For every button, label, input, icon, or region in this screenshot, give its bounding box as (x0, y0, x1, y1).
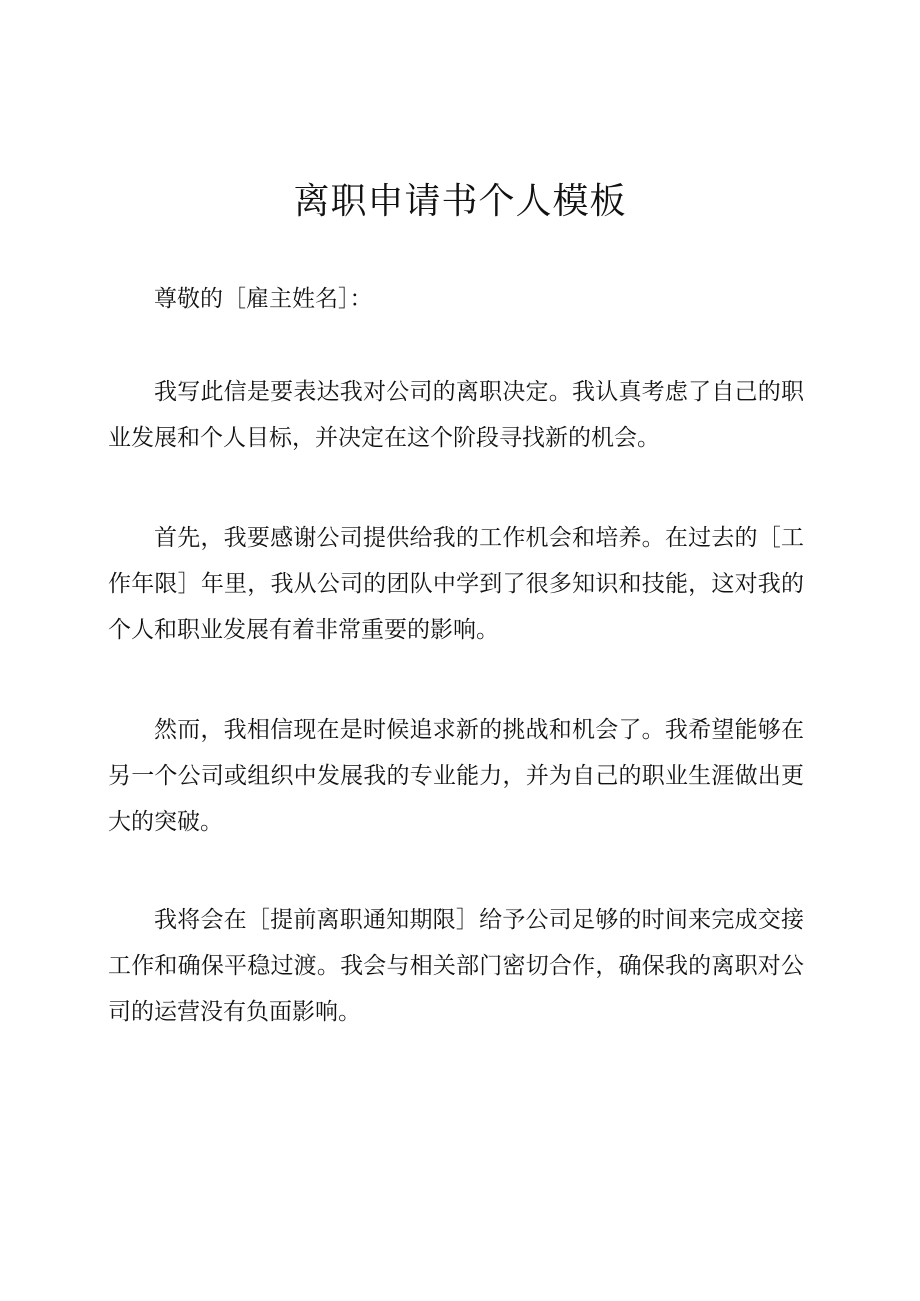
paragraph-gratitude: 首先，我要感谢公司提供给我的工作机会和培养。在过去的［工作年限］年里，我从公司的团队中学到了很多知识和技能，这对我的个人和职业发展有着非常重要的影响。 (108, 525, 804, 643)
salutation: 尊敬的［雇主姓名］： (154, 286, 373, 312)
document-title: 离职申请书个人模板 (293, 181, 627, 222)
paragraph-decision: 我写此信是要表达我对公司的离职决定。我认真考虑了自己的职业发展和个人目标，并决定在这个阶段寻找新的机会。 (108, 379, 804, 451)
paragraph-new-challenges: 然而，我相信现在是时候追求新的挑战和机会了。我希望能够在另一个公司或组织中发展我的专业能力，并为自己的职业生涯做出更大的突破。 (108, 717, 804, 835)
paragraph-handover: 我将会在［提前离职通知期限］给予公司足够的时间来完成交接工作和确保平稳过渡。我会与相关部门密切合作，确保我的离职对公司的运营没有负面影响。 (108, 907, 804, 1025)
